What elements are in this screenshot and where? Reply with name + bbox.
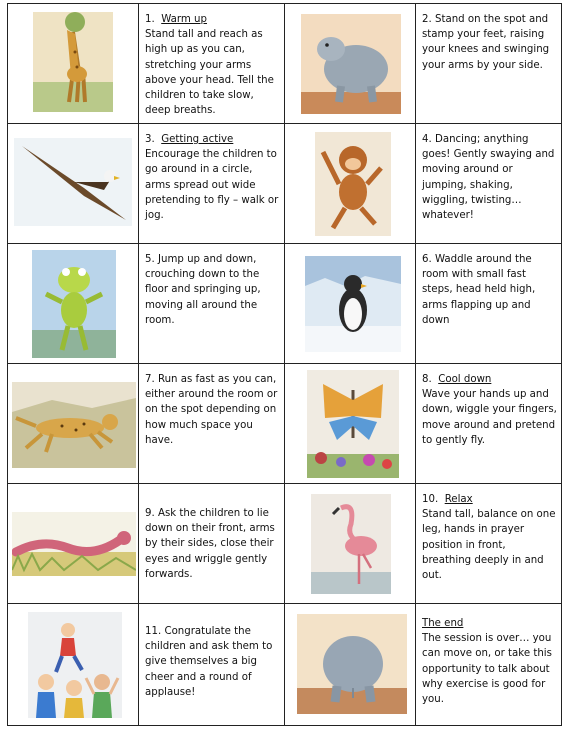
card-3-body: Encourage the children to go around in a circle, arms spread out wide pretending to fly – walk or jog. xyxy=(145,149,279,222)
card-12-image-cell xyxy=(285,604,416,726)
card-11-text-cell xyxy=(139,604,285,726)
card-4-body: Dancing; anything goes! Gently swaying and moving around or jumping, shaking, wiggling, twisting… whatever! xyxy=(422,134,555,222)
card-8-number: 8. xyxy=(422,374,432,385)
worm-illustration xyxy=(12,512,136,576)
penguin-illustration xyxy=(305,256,401,352)
card-3-image-cell xyxy=(8,124,139,244)
card-9-number: 9. xyxy=(145,508,155,519)
card-1-image-cell xyxy=(8,4,139,124)
card-1-text-cell xyxy=(139,4,285,124)
card-12-heading: The end xyxy=(422,618,464,629)
card-3-number: 3. xyxy=(145,134,155,145)
frog-illustration xyxy=(32,250,116,358)
card-7-text-cell xyxy=(139,364,285,484)
card-6-image-cell xyxy=(285,244,416,364)
card-4-text-cell xyxy=(416,124,562,244)
card-10-number: 10. xyxy=(422,494,439,505)
card-3-heading: Getting active xyxy=(161,134,234,145)
card-12-body: The session is over… you can move on, or take this opportunity to talk about why exercise is good for you. xyxy=(422,633,552,706)
card-7-number: 7. xyxy=(145,374,155,385)
card-11-body: Congratulate the children and ask them to give themselves a big cheer and a round of applause! xyxy=(145,626,273,698)
hippo-illustration xyxy=(301,14,401,114)
card-6-text-cell xyxy=(416,244,562,364)
card-1-body: Stand tall and reach as high up as you can, stretching your arms above your head. Tell the children to take slow, deep breaths. xyxy=(145,29,274,117)
cheetah-illustration xyxy=(12,382,136,468)
card-11-number: 11. xyxy=(145,626,162,637)
card-2-image-cell xyxy=(285,4,416,124)
card-7-body: Run as fast as you can, either around the room or on the spot depending on how much space you have. xyxy=(145,374,278,446)
card-9-body: Ask the children to lie down on their front, arms by their sides, close their eyes and wriggle gently forwards. xyxy=(145,508,275,580)
butterfly-illustration xyxy=(307,370,399,478)
card-8-heading: Cool down xyxy=(438,374,492,385)
hippo-back-illustration xyxy=(297,614,407,714)
card-5-text-cell xyxy=(139,244,285,364)
card-5-number: 5. xyxy=(145,254,155,265)
card-7-image-cell xyxy=(8,364,139,484)
card-8-image-cell xyxy=(285,364,416,484)
card-6-body: Waddle around the room with small fast steps, head held high, arms flapping up and down xyxy=(422,254,536,326)
card-11-image-cell xyxy=(8,604,139,726)
card-2-number: 2. xyxy=(422,14,432,25)
card-8-body: Wave your hands up and down, wiggle your fingers, move around and pretend to gently fly. xyxy=(422,389,557,446)
card-9-text-cell xyxy=(139,484,285,604)
card-10-text-cell xyxy=(416,484,562,604)
flamingo-illustration xyxy=(311,494,391,594)
card-10-body: Stand tall, balance on one leg, hands in prayer position in front, breathing deeply in and out. xyxy=(422,509,556,582)
card-4-number: 4. xyxy=(422,134,432,145)
activity-cards-table xyxy=(7,3,562,726)
card-3-text-cell xyxy=(139,124,285,244)
card-9-image-cell xyxy=(8,484,139,604)
card-1-heading: Warm up xyxy=(161,14,207,25)
monkey-illustration xyxy=(315,132,391,236)
card-10-heading: Relax xyxy=(444,494,473,505)
card-6-number: 6. xyxy=(422,254,432,265)
children-illustration xyxy=(28,612,122,718)
giraffe-illustration xyxy=(33,12,113,112)
card-4-image-cell xyxy=(285,124,416,244)
card-5-image-cell xyxy=(8,244,139,364)
eagle-illustration xyxy=(14,138,132,226)
card-10-image-cell xyxy=(285,484,416,604)
card-2-body: Stand on the spot and stamp your feet, raising your knees and swinging your arms by your side. xyxy=(422,14,550,71)
card-5-body: Jump up and down, crouching down to the floor and springing up, moving all around the room. xyxy=(145,254,261,326)
card-1-number: 1. xyxy=(145,14,155,25)
card-8-text-cell xyxy=(416,364,562,484)
card-2-text-cell xyxy=(416,4,562,124)
card-12-text-cell xyxy=(416,604,562,726)
